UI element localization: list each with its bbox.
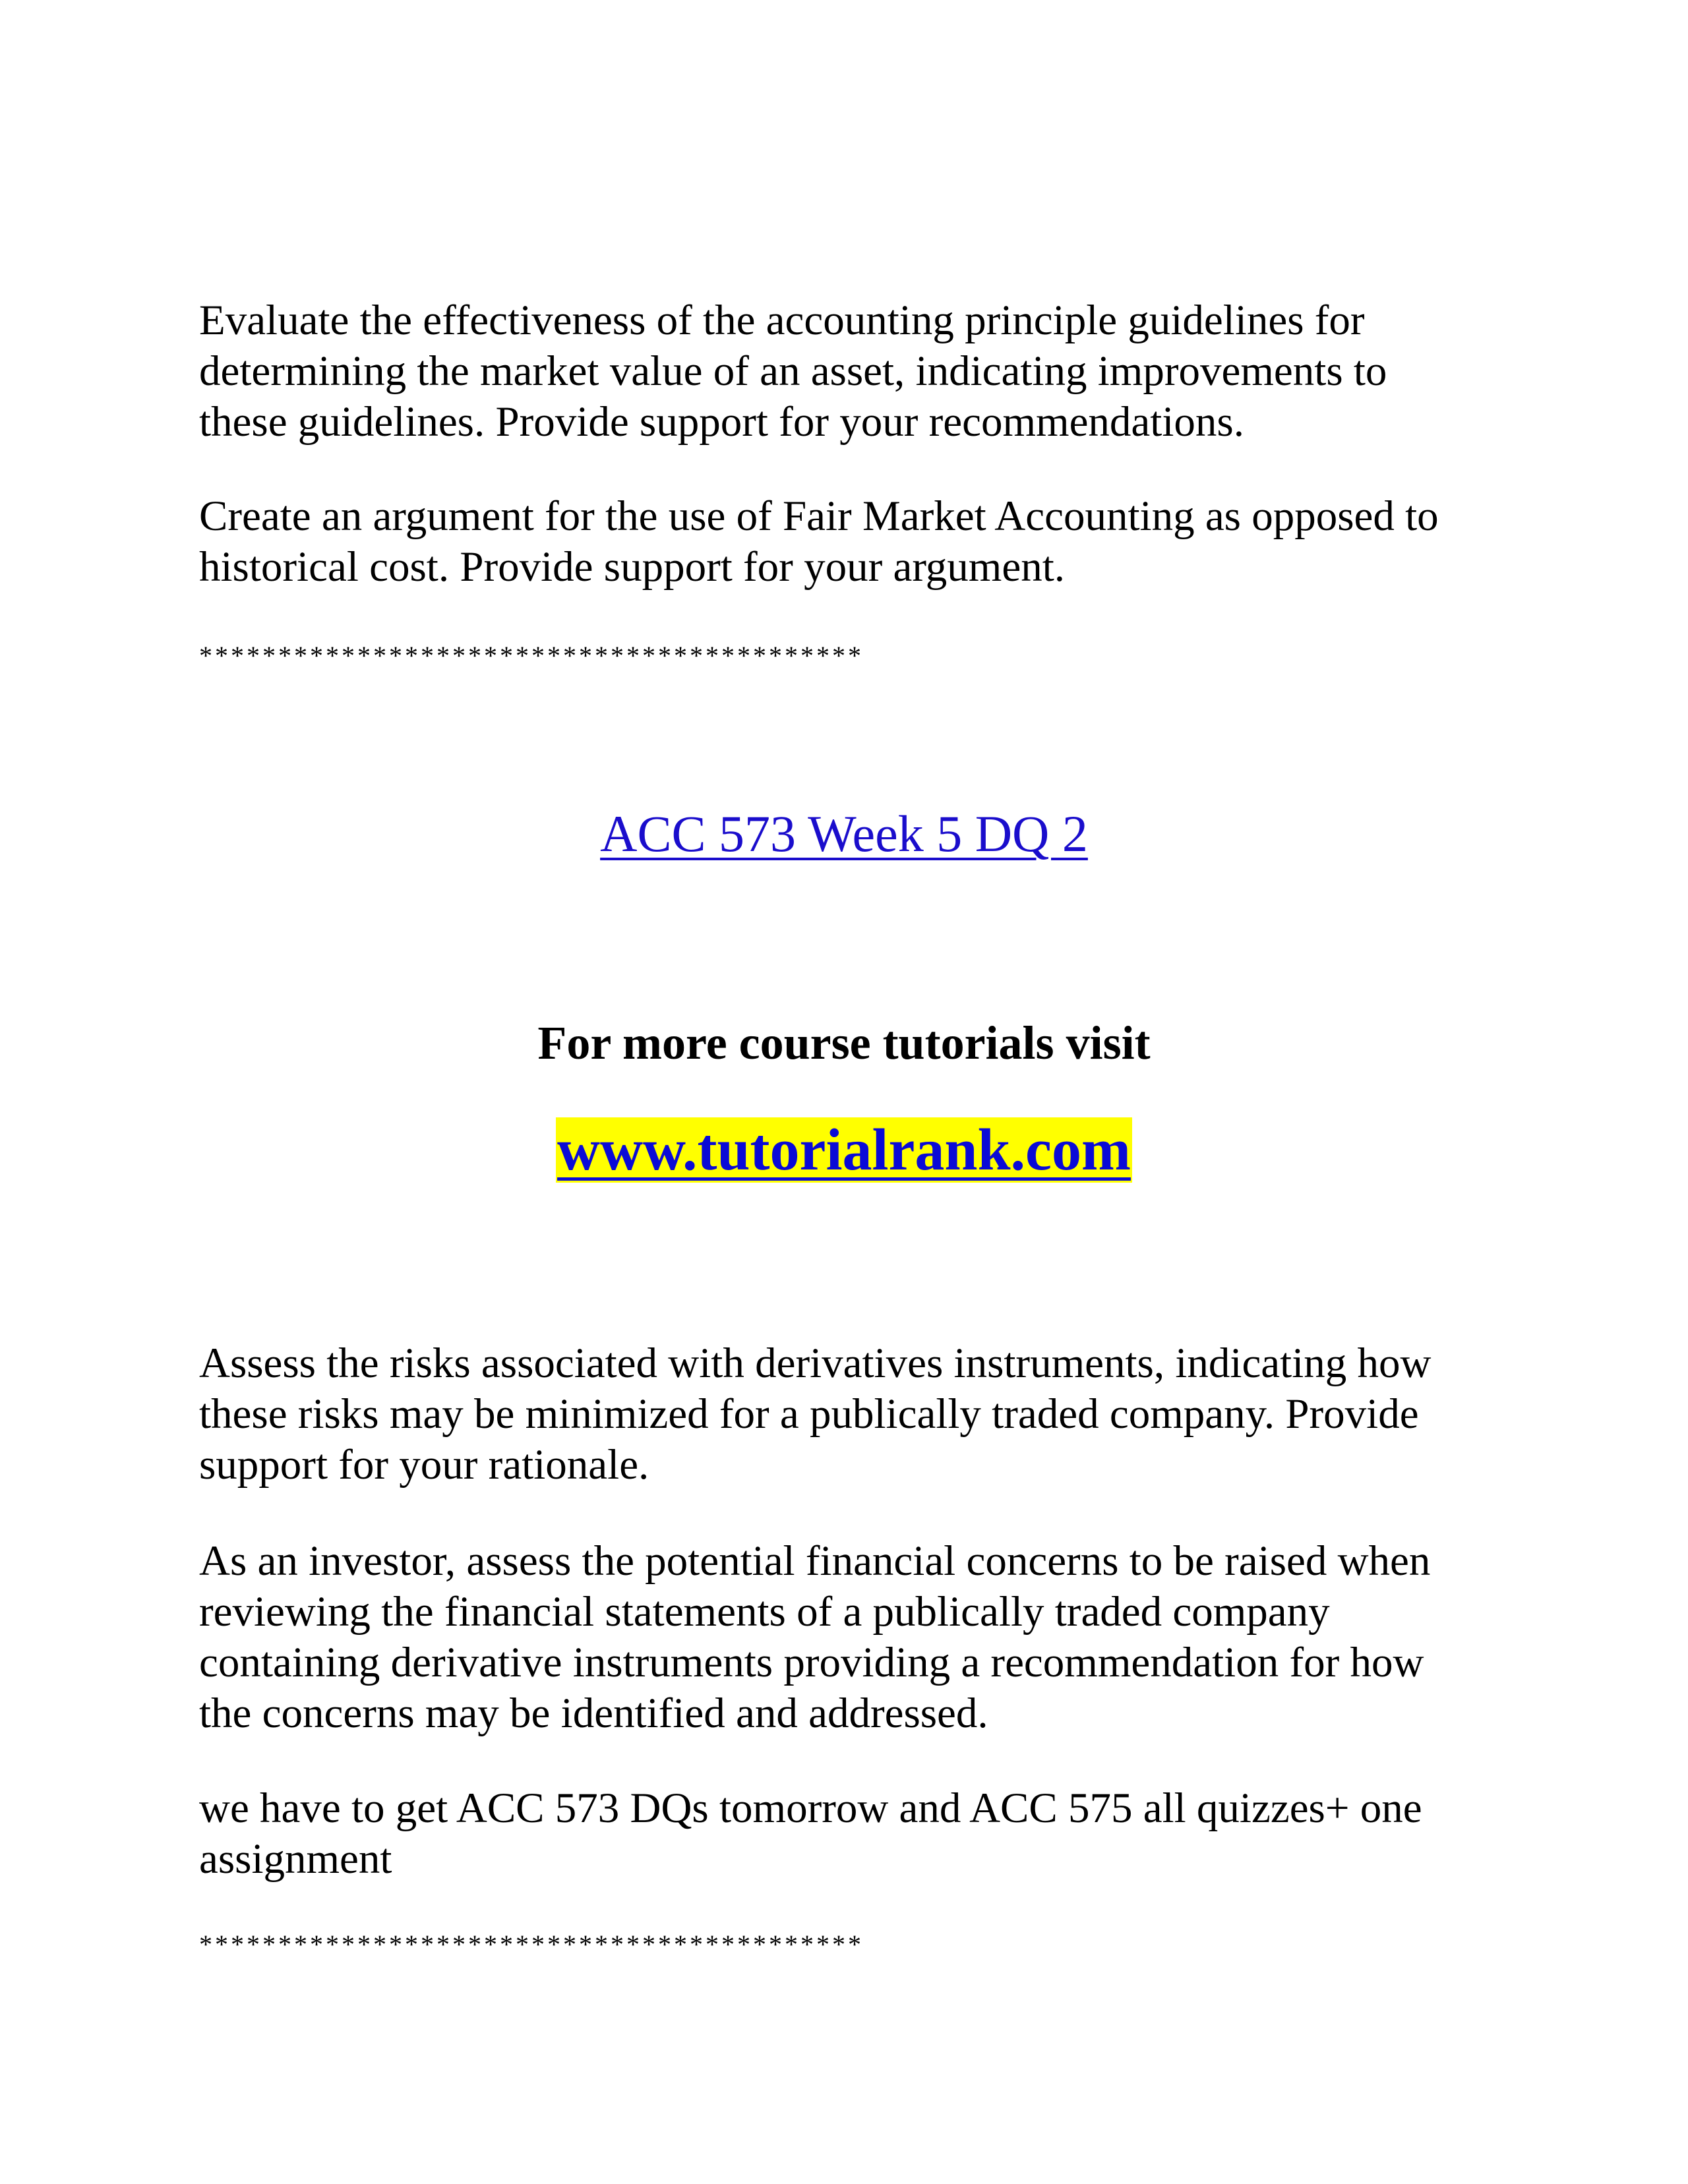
question-paragraph-guidelines: Evaluate the effectiveness of the accounting principle guidelines for determining the market value of an asset, indicating improvements to these guidelines. Provide support for your recommendations. — [199, 297, 1387, 446]
site-line — [0, 1114, 1688, 1187]
tutorial-site-link[interactable]: www.tutorialrank.com — [557, 1117, 1131, 1183]
question-paragraph-derivatives-risk: Assess the risks associated with derivatives instruments, indicating how these risks may be minimized for a publically traded company. Provide support for your rationale. — [199, 1340, 1432, 1489]
promo-text: For more course tutorials visit — [537, 1017, 1151, 1069]
heading-line — [0, 804, 1688, 864]
request-note: we have to get ACC 573 DQs tomorrow and ACC 575 all quizzes+ one assignment — [199, 1785, 1422, 1883]
question-paragraph-investor-concerns: As an investor, assess the potential financial concerns to be raised when reviewing the financial statements of a publically traded company containing derivative instruments providing a recommendation for how the concerns may be identified and addressed. — [199, 1537, 1431, 1737]
question-paragraph-fair-market: Create an argument for the use of Fair Market Accounting as opposed to historical cost. Provide support for your argument. — [199, 492, 1439, 591]
course-week-link[interactable]: ACC 573 Week 5 DQ 2 — [600, 805, 1088, 862]
separator-top: ****************************************** — [199, 641, 864, 670]
separator-bottom: ****************************************** — [199, 1930, 864, 1959]
